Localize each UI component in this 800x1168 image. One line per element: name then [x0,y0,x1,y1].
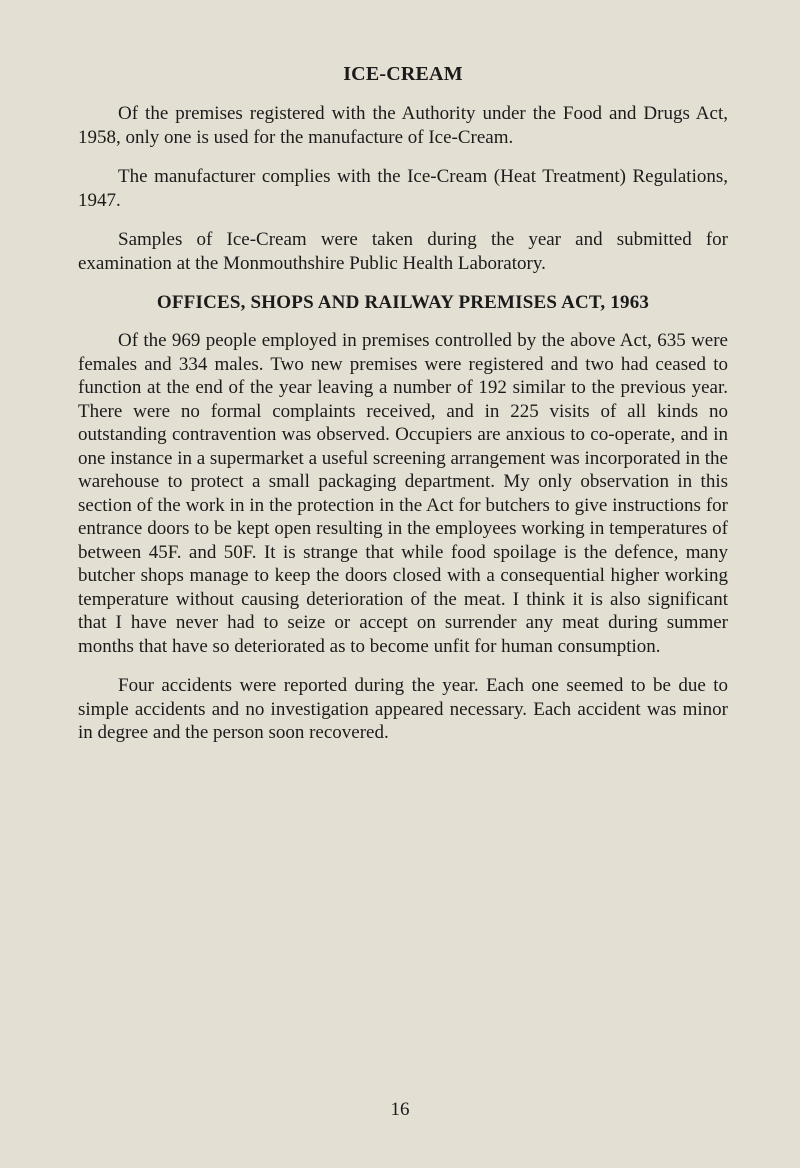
ice-cream-heading: ICE-CREAM [343,63,463,85]
offices-shops-paragraph-2: Four accidents were reported during the year. Each one seemed to be due to simple accidents and no investigation appeared necessary. Each accident was minor in degree and the person soon recovered. [78,675,728,743]
page-content [78,62,728,761]
page-number: 16 [390,1099,410,1120]
offices-shops-heading: OFFICES, SHOPS AND RAILWAY PREMISES ACT, 1963 [156,292,650,313]
offices-shops-section [78,291,728,745]
offices-shops-paragraph-1: Of the 969 people employed in premises controlled by the above Act, 635 were females and 334 males. Two new premises were registered and two had ceased to function at the end of the year leaving a number of 192 similar to the previous year. There were no formal complaints received, and in 225 visits of all kinds no outstanding contravention was observed. Occupiers are anxious to co-operate, and in one instance in a supermarket a useful screening arrangement was incorporated in the warehouse to protect a small packaging department. My only observation in this section of the work in in the protection in the Act for butchers to give instructions for entrance doors to be kept open resulting in the employees working in temperatures of between 45F. and 50F. It is strange that while food spoilage is the defence, many butcher shops manage to keep the doors closed with a consequential higher working temperature without causing deterioration of the meat. I think it is also significant that I have never had to seize or accept on surrender any meat during summer months that have so deteriorated as to become unfit for human consumption. [78,330,728,657]
ice-cream-paragraph-3: Samples of Ice-Cream were taken during the year and submitted for examination at the Monmouthshire Public Health Laboratory. [78,229,728,274]
ice-cream-section [78,62,728,275]
ice-cream-paragraph-2: The manufacturer complies with the Ice-Cream (Heat Treatment) Regulations, 1947. [78,166,728,211]
ice-cream-paragraph-1: Of the premises registered with the Authority under the Food and Drugs Act, 1958, only one is used for the manufacture of Ice-Cream. [78,103,728,148]
